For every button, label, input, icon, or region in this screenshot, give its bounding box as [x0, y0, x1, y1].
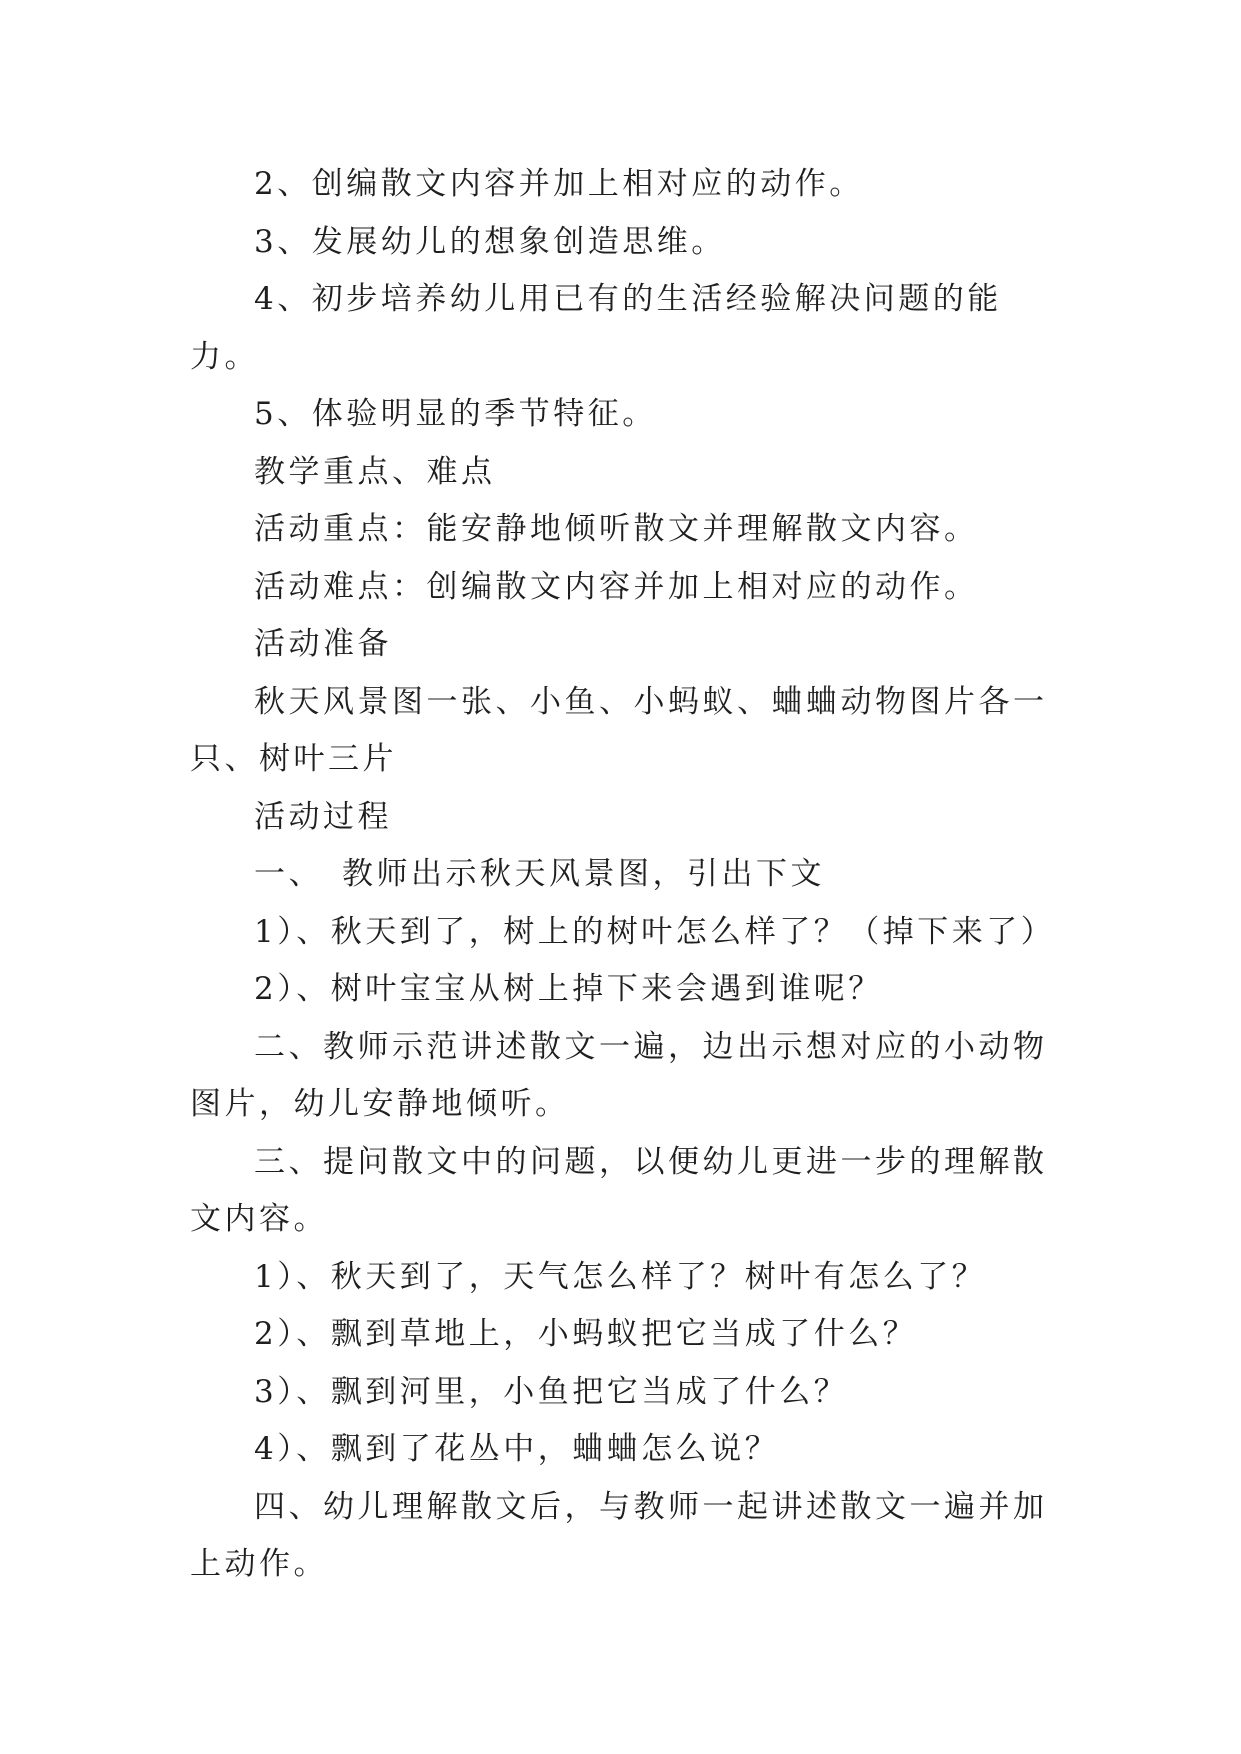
paragraph: 4）、飘到了花丛中，蛐蛐怎么说？ — [254, 1431, 780, 1467]
paragraph: 1）、秋天到了，天气怎么样了？树叶有怎么了？ — [254, 1258, 987, 1295]
paragraph: 三、提问散文中的问题，以便幼儿更进一步的理解散文内容。 — [190, 1143, 1048, 1237]
paragraph: 2）、树叶宝宝从树上掉下来会遇到谁呢？ — [254, 971, 883, 1007]
paragraph: 四、幼儿理解散文后，与教师一起讲述散文一遍并加上动作。 — [190, 1488, 1048, 1582]
paragraph: 活动重点：能安静地倾听散文并理解散文内容。 — [254, 511, 979, 547]
paragraph: 4、初步培养幼儿用已有的生活经验解决问题的能力。 — [190, 281, 1002, 375]
paragraph: 3、发展幼儿的想象创造思维。 — [254, 223, 726, 260]
document-body — [190, 156, 1060, 1594]
paragraph: 5、体验明显的季节特征。 — [254, 396, 657, 432]
section-heading: 活动过程 — [254, 798, 392, 835]
paragraph: 秋天风景图一张、小鱼、小蚂蚁、蛐蛐动物图片各一只、树叶三片 — [190, 683, 1048, 777]
paragraph: 2）、飘到草地上，小蚂蚁把它当成了什么？ — [254, 1316, 918, 1352]
paragraph: 活动难点：创编散文内容并加上相对应的动作。 — [254, 568, 979, 605]
section-heading: 教学重点、难点 — [254, 453, 496, 490]
paragraph: 3）、飘到河里，小鱼把它当成了什么？ — [254, 1373, 849, 1410]
paragraph: 二、教师示范讲述散文一遍，边出示想对应的小动物图片，幼儿安静地倾听。 — [190, 1028, 1048, 1122]
paragraph: 1）、秋天到了，树上的树叶怎么样了？（掉下来了） — [254, 913, 1056, 950]
paragraph: 一、 教师出示秋天风景图，引出下文 — [254, 856, 825, 892]
paragraph: 2、创编散文内容并加上相对应的动作。 — [254, 166, 864, 202]
section-heading: 活动准备 — [254, 626, 392, 662]
